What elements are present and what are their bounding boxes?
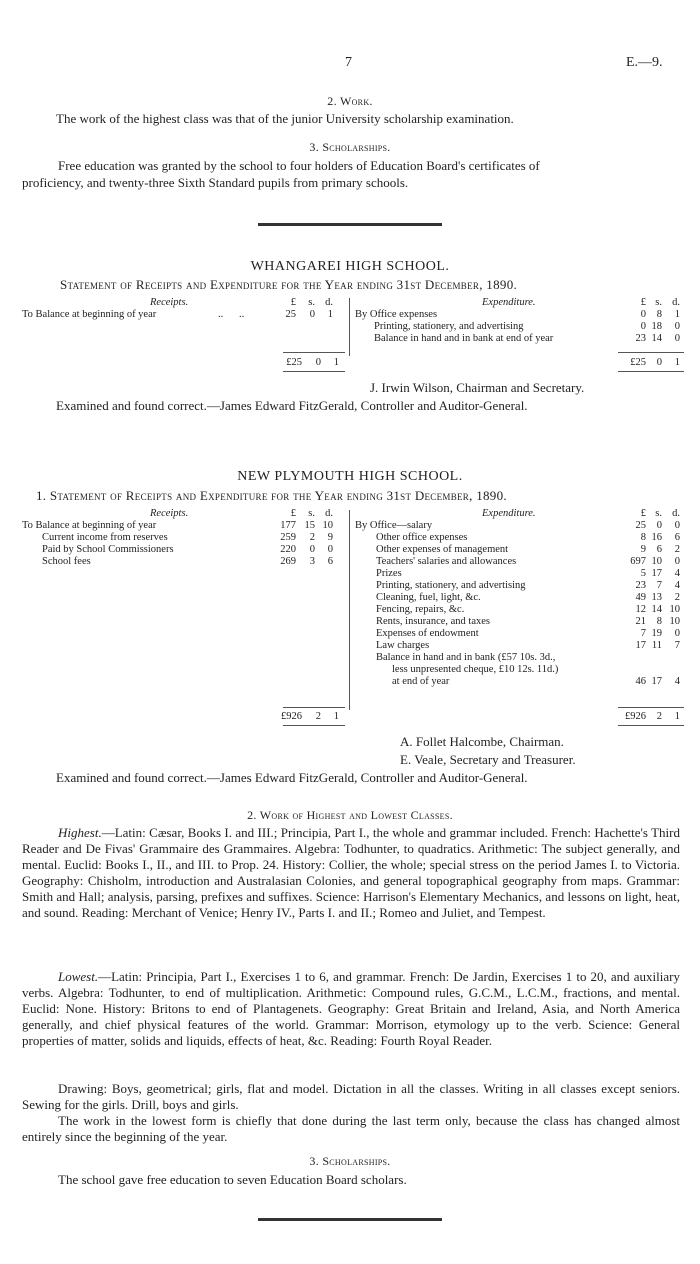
- np-expenditure-header: Expenditure.: [482, 508, 536, 519]
- np-expenditure-pounds: 46: [635, 676, 646, 687]
- whangarei-expenditure-pound-header: £: [640, 297, 646, 308]
- whangarei-expenditure-total-shillings: 0: [656, 357, 662, 368]
- np-expenditure-pence: 2: [674, 592, 680, 603]
- whangarei-expenditure-pence-header: d.: [672, 297, 680, 308]
- np-expenditure-pence: 0: [674, 556, 680, 567]
- whangarei-expenditure-shilling-header: s.: [655, 297, 662, 308]
- np-expenditure-label: Law charges: [376, 640, 430, 651]
- whangarei-receipts-total-pence: 1: [333, 357, 339, 368]
- whangarei-expenditure-total-underline: [618, 371, 684, 372]
- np-expenditure-pounds: 21: [635, 616, 646, 627]
- np-expenditure-label: Teachers' salaries and allowances: [376, 556, 517, 567]
- whangarei-receipts-total-pounds: £25: [286, 357, 302, 368]
- whangarei-expenditure-pounds: 0: [640, 309, 646, 320]
- np-expenditure-shilling-header: s.: [655, 508, 662, 519]
- np-receipt-label: School fees: [42, 556, 91, 567]
- whangarei-title: WHANGAREI HIGH SCHOOL.: [250, 259, 450, 274]
- np-expenditure-shillings: 11: [651, 640, 662, 651]
- np-expenditure-pence: 4: [674, 580, 680, 591]
- np-receipt-shillings: 3: [309, 556, 315, 567]
- np-drawing-paragraph: Drawing: Boys, geometrical; girls, flat and model. Dictation in all the classes. Writing in all classes except seniors. Sewing for the girls. Drill, boys and girls.: [22, 1081, 680, 1112]
- np-expenditure-shillings: 13: [651, 592, 662, 603]
- np-expenditure-pence: 10: [669, 616, 680, 627]
- np-receipts-total-shillings: 2: [315, 711, 321, 722]
- new-plymouth-title: NEW PLYMOUTH HIGH SCHOOL.: [237, 469, 463, 484]
- np-expenditure-shillings: 17: [651, 676, 662, 687]
- highest-label: Highest.: [58, 825, 102, 840]
- np-expenditure-pounds: 697: [630, 556, 646, 567]
- np-expenditure-pounds: 5: [640, 568, 646, 579]
- scholarships-heading: 3. Scholarships.: [309, 140, 391, 154]
- np-expenditure-label: Prizes: [376, 568, 402, 579]
- np-receipt-pounds: 269: [280, 556, 296, 567]
- whangarei-expenditure-total-pounds: £25: [630, 357, 646, 368]
- whangarei-expenditure-pence: 1: [674, 309, 680, 320]
- np-receipt-pence: 10: [322, 520, 333, 531]
- np-expenditure-total-pence: 1: [674, 711, 680, 722]
- np-expenditure-pound-header: £: [640, 508, 646, 519]
- np-expenditure-shillings: 10: [651, 556, 662, 567]
- np-expenditure-total-shillings: 2: [656, 711, 662, 722]
- np-scholarships-heading: 3. Scholarships.: [309, 1154, 391, 1168]
- whangarei-receipt-pounds: 25: [285, 309, 296, 320]
- whangarei-receipts-pound-header: £: [290, 297, 296, 308]
- np-expenditure-label: Other expenses of management: [376, 544, 509, 555]
- whangarei-examined: Examined and found correct.—James Edward FitzGerald, Controller and Auditor-General.: [56, 398, 528, 413]
- np-expenditure-pounds: 8: [640, 532, 646, 543]
- np-receipt-pence: 0: [327, 544, 333, 555]
- whangarei-receipts-shilling-header: s.: [308, 297, 315, 308]
- np-expenditure-pence: 6: [674, 532, 680, 543]
- np-receipts-total-underline: [283, 725, 345, 726]
- np-lowest-paragraph: [22, 969, 680, 1049]
- np-receipt-shillings: 2: [309, 532, 315, 543]
- np-expenditure-label: less unpresented cheque, £10 12s. 11d.): [392, 664, 559, 675]
- np-work-heading: 2. Work of Highest and Lowest Classes.: [247, 808, 453, 822]
- np-expenditure-shillings: 0: [656, 520, 662, 531]
- np-expenditure-label: Rents, insurance, and taxes: [376, 616, 491, 627]
- whangarei-expenditure-pounds: 23: [635, 333, 646, 344]
- new-plymouth-statement: 1. Statement of Receipts and Expenditure for the Year ending 31st December, 1890.: [36, 488, 507, 503]
- np-expenditure-pence: 7: [674, 640, 680, 651]
- np-receipts-shilling-header: s.: [308, 508, 315, 519]
- np-expenditure-total-rule: [618, 707, 684, 708]
- np-expenditure-shillings: 19: [651, 628, 662, 639]
- np-expenditure-pence: 0: [674, 520, 680, 531]
- np-examined: Examined and found correct.—James Edward FitzGerald, Controller and Auditor-General.: [56, 770, 528, 785]
- np-expenditure-shillings: 17: [651, 568, 662, 579]
- np-expenditure-label: Expenses of endowment: [376, 628, 479, 639]
- np-receipts-header: Receipts.: [150, 508, 189, 519]
- work-heading: 2. Work.: [327, 94, 373, 108]
- scholarships-text-2: proficiency, and twenty-three Sixth Standard pupils from primary schools.: [22, 175, 409, 190]
- np-expenditure-pence-header: d.: [672, 508, 680, 519]
- np-expenditure-pence: 10: [669, 604, 680, 615]
- np-expenditure-pence: 4: [674, 568, 680, 579]
- np-expenditure-label: Printing, stationery, and advertising: [376, 580, 526, 591]
- whangarei-expenditure-shillings: 14: [651, 333, 662, 344]
- np-receipt-label: To Balance at beginning of year: [22, 520, 157, 531]
- np-expenditure-label: By Office—salary: [355, 520, 433, 531]
- np-expenditure-pence: 2: [674, 544, 680, 555]
- np-expenditure-shillings: 7: [656, 580, 662, 591]
- whangarei-statement: Statement of Receipts and Expenditure for the Year ending 31st December, 1890.: [60, 277, 518, 292]
- whangarei-expenditure-label: Printing, stationery, and advertising: [374, 321, 524, 332]
- document-code: E.—9.: [626, 55, 663, 70]
- whangarei-expenditure-header: Expenditure.: [482, 297, 536, 308]
- signature-text: J. Irwin Wilson, Chairman and Secretary.: [370, 380, 585, 395]
- np-expenditure-label: Fencing, repairs, &c.: [376, 604, 465, 615]
- whangarei-expenditure-total-rule: [618, 352, 684, 353]
- page-number: 7: [345, 55, 352, 70]
- whangarei-receipts-total-rule: [283, 352, 345, 353]
- whangarei-expenditure-pence: 0: [674, 333, 680, 344]
- whangarei-expenditure-pounds: 0: [640, 321, 646, 332]
- whangarei-receipts-header: Receipts.: [150, 297, 189, 308]
- scholarships-text-1: Free education was granted by the school to four holders of Education Board's certificates of: [58, 158, 540, 173]
- whangarei-expenditure-label: By Office expenses: [355, 309, 438, 320]
- np-receipt-pence: 6: [327, 556, 333, 567]
- np-expenditure-shillings: 6: [656, 544, 662, 555]
- np-expenditure-total-pounds: £926: [625, 711, 646, 722]
- whangarei-signature: [370, 380, 584, 396]
- section-divider: [258, 1218, 442, 1221]
- np-receipts-pence-header: d.: [325, 508, 333, 519]
- whangarei-receipts-total-shillings: 0: [315, 357, 321, 368]
- np-expenditure-pounds: 7: [640, 628, 646, 639]
- highest-text: —Latin: Cæsar, Books I. and III.; Principia, Part I., the whole and grammar included. French: Hachette's Third Reader and De Fivas' Grammaire des Grammaires. Algebra: Todhunter, to quadratics. Arithmetic: The subject generally, and mental. Euclid: Books I., II., and III. to Prop. 24. History: Collier, the whole; special stress on the period James I. to Victoria. Geography: Chisholm, introduction and Australasian Colonies, and general topographical geography from maps. Grammar: Smith and Hall; analysis, parsing, prefixes and suffixes. Science: Harrison's Elementary Mechanics, and lessons on light, heat, and sound. Reading: Merchant of Venice; Henry IV., Parts I. and II.; Romeo and Juliet, and Tempest.: [22, 825, 680, 920]
- whangarei-expenditure-shillings: 8: [656, 309, 662, 320]
- lowest-label: Lowest.: [58, 969, 99, 984]
- np-expenditure-shillings: 8: [656, 616, 662, 627]
- whangarei-receipts-total-underline: [283, 371, 345, 372]
- np-column-divider: [349, 510, 350, 710]
- whangarei-expenditure-pence: 0: [674, 321, 680, 332]
- whangarei-expenditure-label: Balance in hand and in bank at end of year: [374, 333, 554, 344]
- np-scholarships-text: The school gave free education to seven Education Board scholars.: [58, 1172, 407, 1187]
- np-receipt-shillings: 15: [304, 520, 315, 531]
- np-expenditure-label: Other office expenses: [376, 532, 468, 543]
- np-receipt-pounds: 259: [280, 532, 296, 543]
- np-receipts-total-rule: [283, 707, 345, 708]
- np-lowest-form-paragraph: The work in the lowest form is chiefly that done during the last term only, because the class has changed almost entirely since the beginning of the year.: [22, 1113, 680, 1144]
- whangarei-receipts-pence-header: d.: [325, 297, 333, 308]
- np-receipt-pounds: 177: [280, 520, 296, 531]
- whangarei-expenditure-shillings: 18: [651, 321, 662, 332]
- whangarei-column-divider: [349, 298, 350, 356]
- np-expenditure-pounds: 49: [635, 592, 646, 603]
- np-expenditure-label: Balance in hand and in bank (£57 10s. 3d.,: [376, 652, 556, 663]
- np-expenditure-label: Cleaning, fuel, light, &c.: [376, 592, 481, 603]
- leader-dots: .. ..: [218, 309, 245, 320]
- np-receipt-shillings: 0: [309, 544, 315, 555]
- whangarei-receipt-label: To Balance at beginning of year: [22, 309, 157, 320]
- np-signature-1: A. Follet Halcombe, Chairman.: [400, 734, 564, 749]
- np-signature-2: E. Veale, Secretary and Treasurer.: [400, 752, 576, 767]
- np-expenditure-label: at end of year: [392, 676, 450, 687]
- np-receipt-label: Paid by School Commissioners: [42, 544, 174, 555]
- np-expenditure-pence: 0: [674, 628, 680, 639]
- whangarei-receipt-pence: 1: [327, 309, 333, 320]
- np-expenditure-pounds: 12: [635, 604, 646, 615]
- work-text: The work of the highest class was that of the junior University scholarship examination.: [56, 111, 514, 126]
- np-receipts-total-pounds: £926: [281, 711, 302, 722]
- np-receipt-label: Current income from reserves: [42, 532, 168, 543]
- np-expenditure-total-underline: [618, 725, 684, 726]
- section-divider: [258, 223, 442, 226]
- np-receipts-total-pence: 1: [333, 711, 339, 722]
- lowest-text: —Latin: Principia, Part I., Exercises 1 to 6, and grammar. French: De Jardin, Exercises 1 to 20, and auxiliary verbs. Algebra: Todhunter, to end of multiplication. Arithmetic: Compound rules, G.C.M., L.C.M., fractions, and mental. Euclid: None. History: Britons to end of Plantagenets. Geography: Great Britain and Ireland, Asia, and North America generally, and chief physical features of the world. Grammar: Morrison, etymology up to the verb. Science: General properties of matter, solids and liquids, effects of heat, &c. Reading: Fourth Royal Reader.: [22, 969, 680, 1048]
- np-expenditure-pounds: 23: [635, 580, 646, 591]
- np-receipt-pounds: 220: [280, 544, 296, 555]
- np-receipts-pound-header: £: [290, 508, 296, 519]
- np-highest-paragraph: [22, 825, 680, 921]
- np-receipt-pence: 9: [327, 532, 333, 543]
- np-expenditure-shillings: 16: [651, 532, 662, 543]
- whangarei-receipt-shillings: 0: [309, 309, 315, 320]
- np-expenditure-pounds: 25: [635, 520, 646, 531]
- np-expenditure-shillings: 14: [651, 604, 662, 615]
- np-expenditure-pounds: 9: [640, 544, 646, 555]
- np-expenditure-pence: 4: [674, 676, 680, 687]
- whangarei-expenditure-total-pence: 1: [674, 357, 680, 368]
- np-expenditure-pounds: 17: [635, 640, 646, 651]
